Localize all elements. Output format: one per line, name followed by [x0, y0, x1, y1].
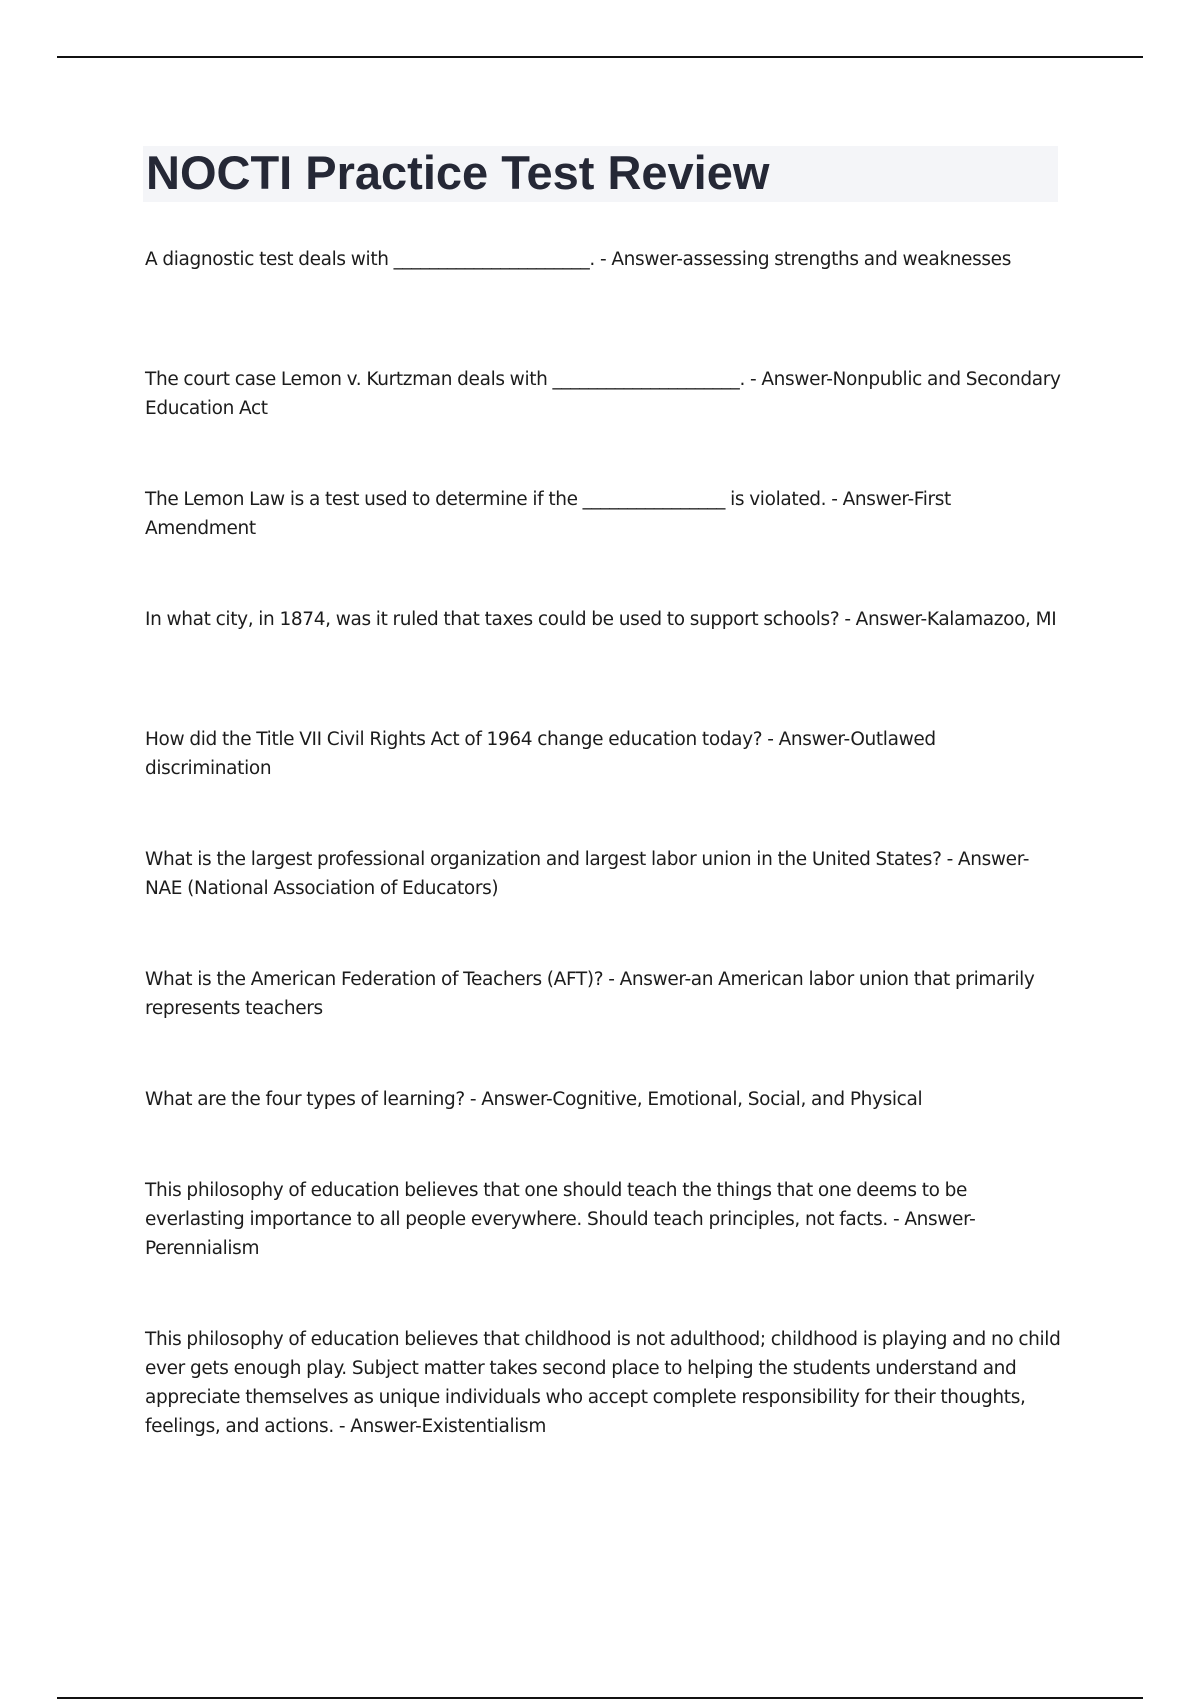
qa-item-5: How did the Title VII Civil Rights Act of 1964 change education today? - Answer-Outlawed discrimination: [145, 729, 936, 779]
qa-item-8: What are the four types of learning? - Answer-Cognitive, Emotional, Social, and Physical: [145, 1089, 923, 1110]
qa-item-6: What is the largest professional organization and largest labor union in the United States? - Answer-NAE (National Association of Educators): [145, 849, 1030, 899]
document-title: NOCTI Practice Test Review: [146, 146, 770, 199]
qa-item-10: This philosophy of education believes that childhood is not adulthood; childhood is playing and no child ever gets enough play. Subject matter takes second place to helping the students understand and appreciate themselves as unique individuals who accept complete responsibility for their thoughts, feelings, and actions. - Answer-Existentialism: [145, 1329, 1061, 1437]
qa-item-2: The court case Lemon v. Kurtzman deals with _____________________. - Answer-Nonpublic and Secondary Education Act: [145, 369, 1061, 419]
top-rule: [57, 56, 1143, 58]
qa-item-4: In what city, in 1874, was it ruled that taxes could be used to support schools? - Answer-Kalamazoo, MI: [145, 609, 1057, 630]
qa-item-1: A diagnostic test deals with ______________________. - Answer-assessing strengths and weaknesses: [145, 249, 1011, 270]
qa-item-9: This philosophy of education believes that one should teach the things that one deems to be everlasting importance to all people everywhere. Should teach principles, not facts. - Answer-Perennialism: [145, 1180, 976, 1259]
qa-item-3: The Lemon Law is a test used to determine if the ________________ is violated. - Answer-First Amendment: [145, 489, 951, 539]
qa-item-7: What is the American Federation of Teachers (AFT)? - Answer-an American labor union that primarily represents teachers: [145, 969, 1035, 1019]
bottom-rule: [57, 1697, 1143, 1699]
